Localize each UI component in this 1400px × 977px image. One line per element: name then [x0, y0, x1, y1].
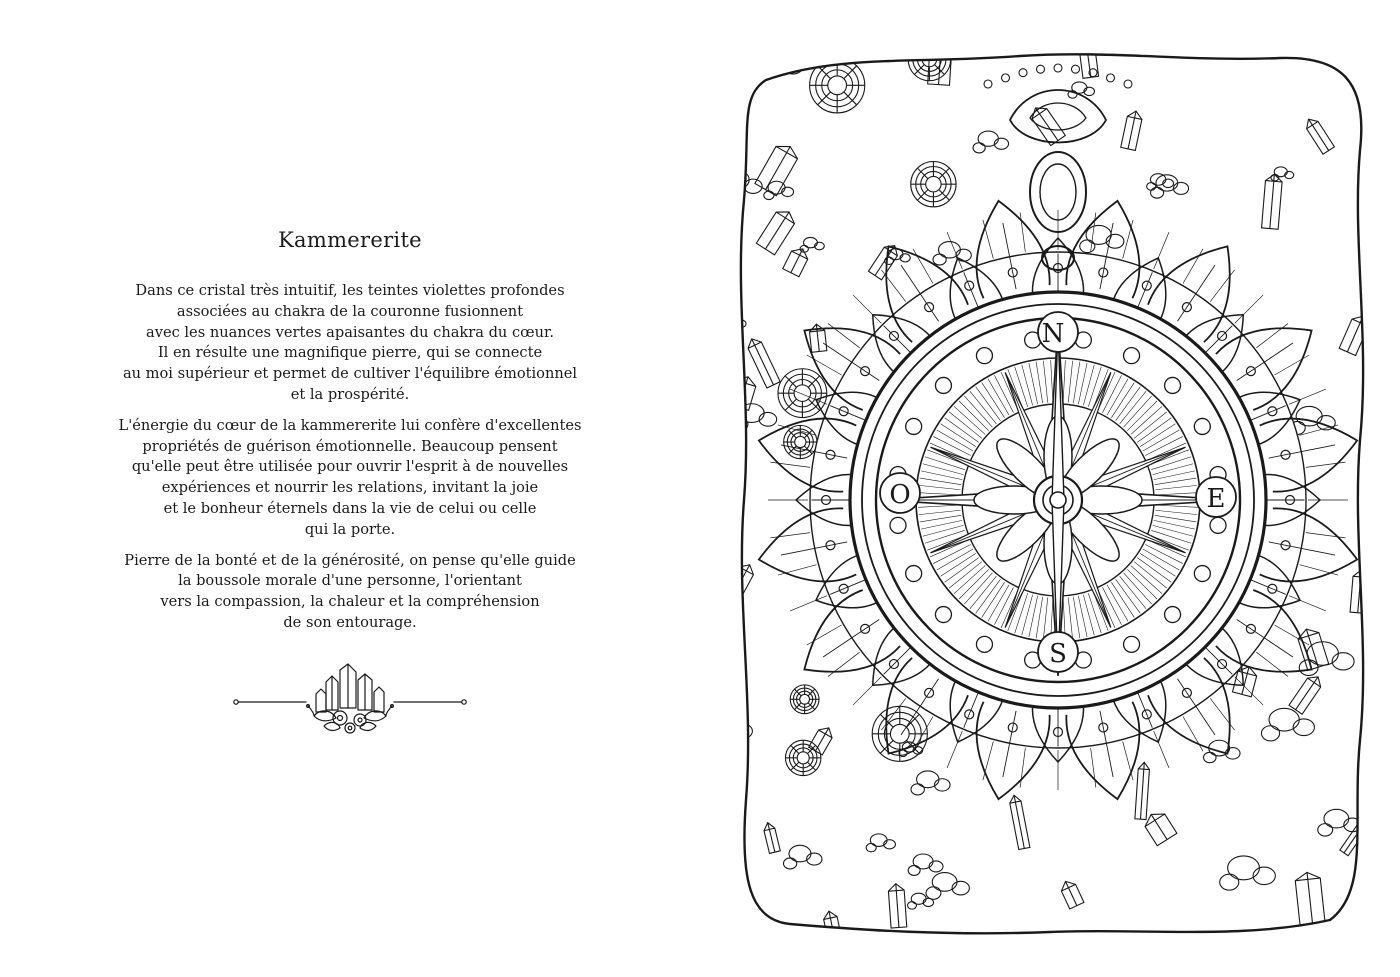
- text-line: qu'elle peut être utilisée pour ouvrir l'esprit à de nouvelles: [131, 458, 569, 476]
- compass-north-letter: N: [1041, 319, 1065, 349]
- paragraph-3: [100, 551, 600, 634]
- text-line: L'énergie du cœur de la kammererite lui confère d'excellentes: [118, 416, 582, 434]
- text-line: Pierre de la bonté et de la générosité, on pense qu'elle guide: [124, 551, 576, 569]
- paragraph-2: [100, 416, 600, 541]
- crystal-cluster-icon: [228, 660, 472, 744]
- text-line: de son entourage.: [283, 613, 417, 631]
- compass-mandala-illustration: [720, 40, 1385, 945]
- text-line: et la prospérité.: [290, 385, 410, 403]
- compass-south-letter: S: [1049, 639, 1067, 669]
- ornament-divider: [228, 660, 472, 744]
- text-line: propriétés de guérison émotionnelle. Beaucoup pensent: [142, 437, 558, 455]
- text-line: Il en résulte une magnifique pierre, qui se connecte: [157, 344, 543, 362]
- text-line: et le bonheur éternels dans la vie de celui ou celle: [163, 499, 537, 517]
- text-line: associées au chakra de la couronne fusionnent: [176, 302, 524, 320]
- text-line: au moi supérieur et permet de cultiver l'équilibre émotionnel: [122, 365, 578, 383]
- compass-east-letter: E: [1206, 484, 1226, 514]
- text-line: qui la porte.: [304, 520, 396, 538]
- text-line: vers la compassion, la chaleur et la compréhension: [160, 593, 540, 611]
- body-text: [100, 281, 600, 644]
- compass-west-letter: O: [889, 480, 911, 510]
- paragraph-1: [100, 281, 600, 406]
- text-line: la boussole morale d'une personne, l'orientant: [178, 572, 522, 590]
- page-title: Kammererite: [278, 228, 422, 252]
- coloring-illustration: [720, 40, 1385, 945]
- text-line: Dans ce cristal très intuitif, les teintes violettes profondes: [135, 282, 565, 299]
- text-line: expériences et nourrir les relations, invitant la joie: [161, 479, 539, 497]
- text-line: avec les nuances vertes apaisantes du chakra du cœur.: [146, 323, 554, 341]
